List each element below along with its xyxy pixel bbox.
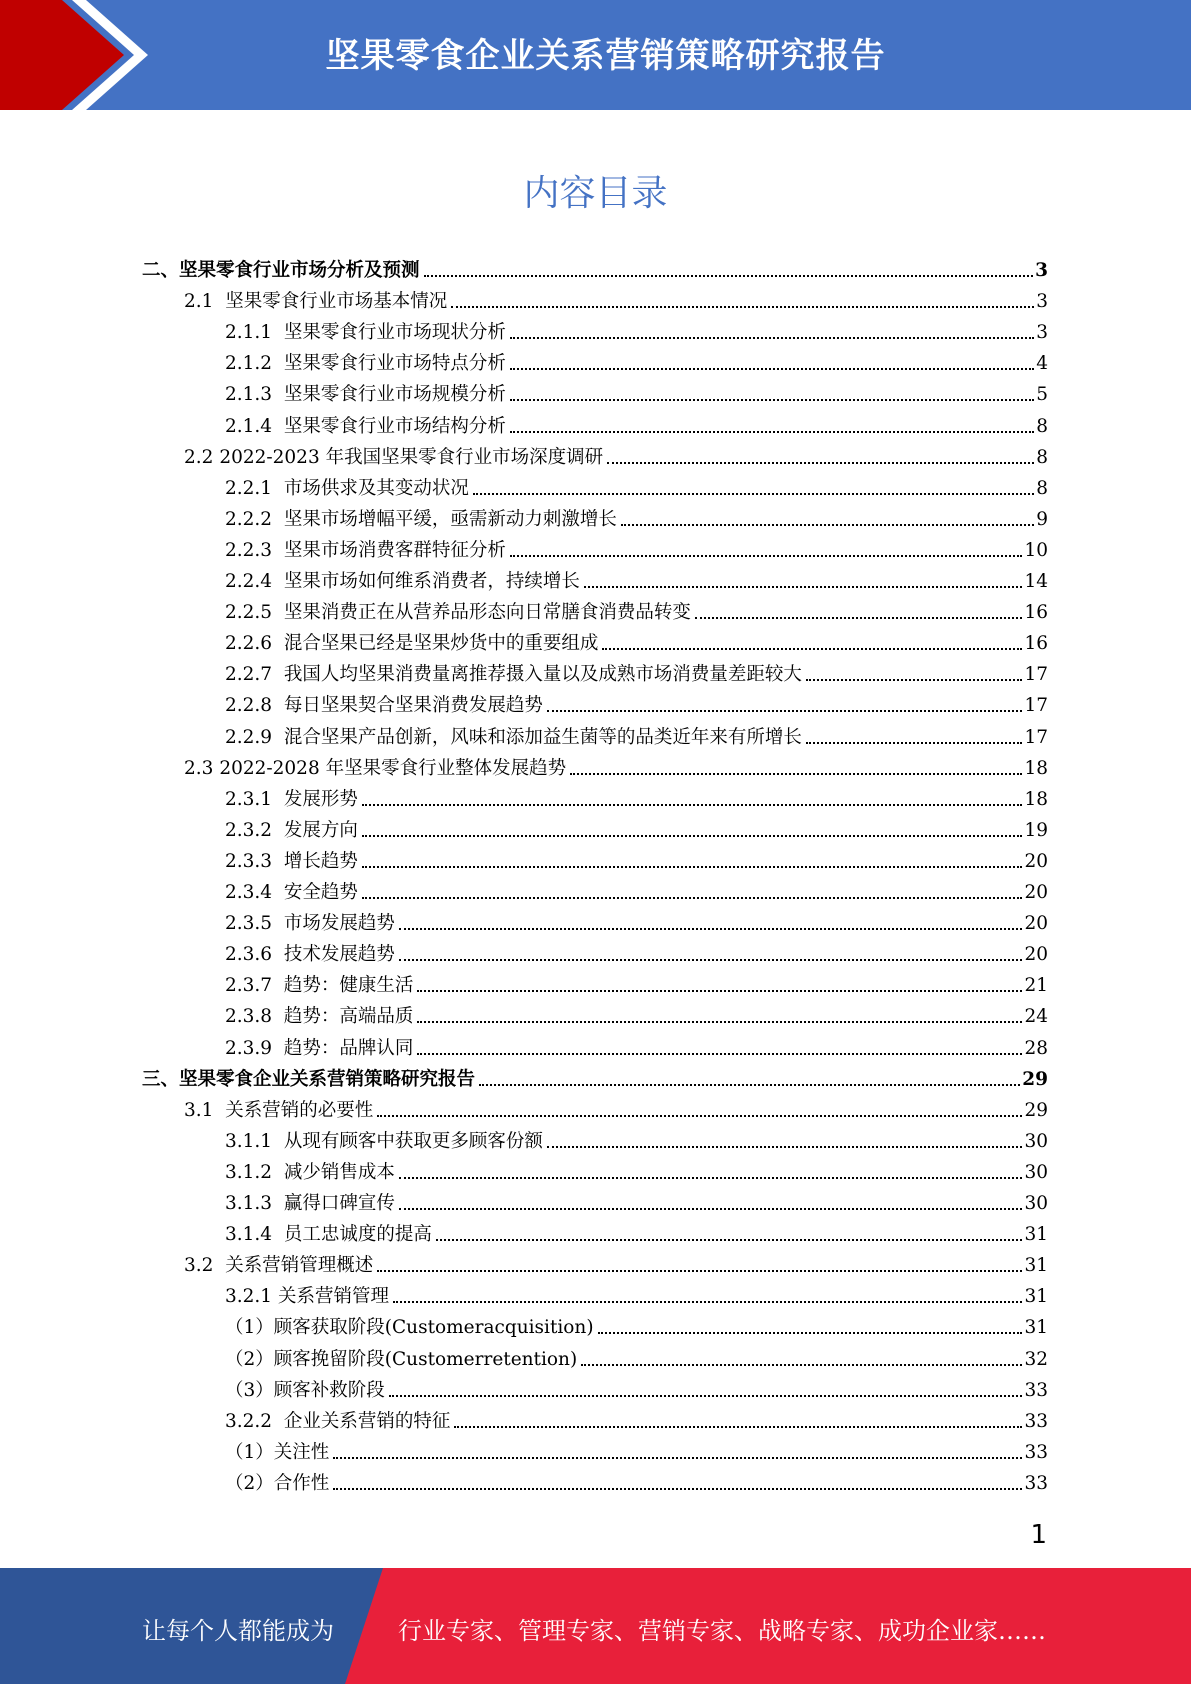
toc-entry-title: 关注性 (273, 1441, 330, 1463)
toc-entry[interactable] (225, 719, 1048, 750)
toc-dot-leader (581, 1364, 1022, 1366)
toc-entry-number: 3.2.1 (225, 1286, 278, 1308)
toc-entry-page: 33 (1024, 1472, 1048, 1494)
toc-entry[interactable] (225, 812, 1048, 843)
toc-entry-page: 30 (1024, 1193, 1048, 1214)
toc-dot-leader (451, 306, 1034, 308)
toc-entry-number: 2.2.8 (225, 695, 284, 717)
toc-entry-number: 2.2.5 (225, 602, 284, 624)
toc-entry-title: 趋势：健康生活 (283, 975, 414, 997)
toc-entry-title: 赢得口碑宣传 (283, 1193, 395, 1214)
toc-dot-leader (399, 959, 1023, 961)
toc-entry-title: 企业关系营销的特征 (283, 1410, 451, 1432)
toc-entry[interactable] (225, 874, 1048, 905)
toc-entry[interactable] (225, 501, 1048, 532)
toc-entry[interactable] (225, 905, 1048, 936)
toc-entry[interactable] (225, 1465, 1048, 1496)
report-title: 坚果零食企业关系营销策略研究报告 (325, 36, 886, 76)
toc-dot-leader (377, 1270, 1022, 1272)
toc-entry[interactable] (225, 656, 1048, 687)
toc-entry-number: 2.3.5 (225, 913, 284, 935)
toc-entry-title: 二、坚果零食行业市场分析及预测 (142, 260, 420, 281)
toc-entry-number: （2） (225, 1348, 274, 1370)
toc-entry-number: 2.1.1 (225, 322, 284, 344)
toc-entry[interactable] (225, 1434, 1048, 1465)
toc-dot-leader (399, 1177, 1023, 1179)
toc-entry-page: 17 (1024, 726, 1048, 748)
toc-entry-title: 顾客挽留阶段(Customerretention) (273, 1348, 578, 1370)
toc-entry-page: 30 (1024, 1130, 1048, 1152)
toc-entry-title: 增长趋势 (283, 850, 358, 872)
toc-entry-title: 技术发展趋势 (283, 944, 395, 966)
toc-entry-title: 顾客补救阶段 (273, 1379, 385, 1401)
toc-entry-title: 员工忠诚度的提高 (283, 1224, 432, 1246)
toc-dot-leader (547, 1146, 1023, 1148)
header-banner (0, 0, 1191, 110)
toc-entry-number: 2.3.8 (225, 1006, 284, 1028)
toc-dot-leader (362, 897, 1023, 899)
toc-entry[interactable] (225, 408, 1048, 439)
toc-entry[interactable] (225, 1185, 1048, 1216)
toc-entry-number: 3.1.3 (225, 1193, 284, 1214)
toc-entry-title: 安全趋势 (283, 882, 358, 903)
toc-entry-number: 2.3 (184, 757, 220, 779)
toc-entry[interactable] (225, 625, 1048, 656)
toc-entry-number: 2.2.2 (225, 508, 284, 530)
toc-entry[interactable] (225, 314, 1048, 345)
toc-entry[interactable] (225, 1216, 1048, 1247)
toc-entry-page: 3 (1036, 291, 1048, 313)
toc-entry-title: 混合坚果已经是坚果炒货中的重要组成 (283, 633, 599, 655)
toc-entry-title: 市场供求及其变动状况 (283, 477, 469, 499)
toc-dot-leader (362, 866, 1023, 868)
toc-entry-title: 每日坚果契合坚果消费发展趋势 (283, 695, 543, 717)
toc-entry-page: 8 (1036, 446, 1048, 468)
toc-entry-page: 4 (1036, 353, 1048, 375)
toc-entry-number: 2.3.9 (225, 1037, 284, 1059)
toc-entry-number: 2.1 (184, 291, 226, 313)
toc-entry[interactable] (225, 967, 1048, 998)
toc-entry-page: 32 (1024, 1348, 1048, 1370)
toc-entry-page: 14 (1024, 571, 1048, 592)
toc-entry[interactable] (225, 1278, 1048, 1309)
toc-entry-title: 坚果零食行业市场结构分析 (283, 415, 506, 437)
toc-entry-page: 31 (1024, 1224, 1048, 1246)
toc-dot-leader (393, 1301, 1022, 1303)
toc-dot-leader (607, 462, 1034, 464)
toc-entry-number: 2.1.3 (225, 384, 284, 406)
toc-entry-page: 30 (1024, 1161, 1048, 1183)
footer-slogan-right: 行业专家、管理专家、营销专家、战略专家、成功企业家…… (398, 1617, 1046, 1645)
toc-entry-page: 8 (1036, 415, 1048, 437)
toc-entry-title: 坚果零食行业市场规模分析 (283, 384, 506, 406)
toc-entry-number: 2.3.4 (225, 882, 284, 903)
toc-heading: 内容目录 (523, 173, 668, 214)
toc-entry-title: 从现有顾客中获取更多顾客份额 (283, 1130, 543, 1152)
toc-entry[interactable] (142, 1061, 1048, 1092)
toc-entry[interactable] (225, 1309, 1048, 1340)
toc-entry-title: 2022-2023 年我国坚果零食行业市场深度调研 (219, 446, 604, 468)
toc-entry-title: 坚果零食行业市场基本情况 (225, 291, 448, 313)
toc-dot-leader (389, 1395, 1023, 1397)
toc-entry-page: 10 (1024, 539, 1048, 561)
toc-entry-page: 33 (1024, 1410, 1048, 1432)
toc-entry[interactable] (225, 1030, 1048, 1061)
toc-entry-title: 趋势：品牌认同 (283, 1037, 414, 1059)
toc-entry-number: 2.1.2 (225, 353, 284, 375)
toc-dot-leader (473, 493, 1034, 495)
toc-dot-leader (436, 1239, 1023, 1241)
toc-entry[interactable] (225, 843, 1048, 874)
toc-entry-page: 29 (1024, 1099, 1048, 1121)
toc-entry-page: 8 (1036, 477, 1048, 499)
toc-dot-leader (454, 1426, 1022, 1428)
toc-entry-page: 29 (1022, 1068, 1048, 1090)
toc-dot-leader (806, 742, 1023, 744)
toc-entry-number: 2.2 (184, 446, 220, 468)
toc-entry-title: 发展方向 (283, 819, 358, 841)
toc-entry[interactable] (225, 1123, 1048, 1154)
toc-entry-page: 24 (1024, 1006, 1048, 1028)
header-arrow-decoration (0, 0, 160, 110)
toc-entry[interactable] (225, 1154, 1048, 1185)
toc-dot-leader (333, 1457, 1022, 1459)
toc-entry[interactable] (225, 1372, 1048, 1403)
toc-entry[interactable] (225, 781, 1048, 812)
toc-entry-title: 发展形势 (283, 788, 358, 810)
toc-entry-number: 2.3.3 (225, 850, 284, 872)
toc-entry[interactable] (225, 470, 1048, 501)
toc-entry-number: 2.1.4 (225, 415, 284, 437)
toc-entry-page: 18 (1024, 757, 1048, 779)
toc-entry-page: 3 (1035, 260, 1048, 281)
toc-dot-leader (584, 586, 1023, 588)
page-number: 1 (1030, 1520, 1047, 1550)
toc-entry[interactable] (225, 936, 1048, 967)
toc-entry-title: 关系营销的必要性 (225, 1099, 374, 1121)
toc-entry-title: 2022-2028 年坚果零食行业整体发展趋势 (219, 757, 567, 779)
toc-entry-page: 5 (1036, 384, 1048, 406)
toc-entry-title: 坚果零食行业市场特点分析 (283, 353, 506, 375)
toc-entry-title: 坚果市场增幅平缓，亟需新动力刺激增长 (283, 508, 617, 530)
toc-entry-title: 坚果零食行业市场现状分析 (283, 322, 506, 344)
toc-entry-page: 31 (1024, 1286, 1048, 1308)
toc-entry-number: （2） (225, 1472, 274, 1494)
toc-entry-number: 2.2.3 (225, 539, 284, 561)
toc-entry-number: 2.2.9 (225, 726, 284, 748)
toc-entry-number: 2.3.7 (225, 975, 284, 997)
toc-entry[interactable] (225, 1403, 1048, 1434)
toc-entry-page: 9 (1036, 508, 1048, 530)
toc-dot-leader (510, 368, 1034, 370)
toc-dot-leader (417, 990, 1022, 992)
toc-entry-title: 关系营销管理 (277, 1286, 389, 1308)
toc-dot-leader (570, 773, 1022, 775)
toc-entry[interactable] (225, 998, 1048, 1029)
toc-entry-number: （1） (225, 1317, 274, 1339)
toc-entry-number: 2.3.2 (225, 819, 284, 841)
toc-entry-number: 2.2.4 (225, 571, 284, 592)
toc-entry-page: 16 (1024, 633, 1048, 655)
toc-dot-leader (362, 804, 1023, 806)
toc-entry[interactable] (225, 1341, 1048, 1372)
toc-entry-page: 31 (1024, 1317, 1048, 1339)
toc-entry-number: 2.2.7 (225, 664, 284, 686)
toc-entry-title: 合作性 (273, 1472, 330, 1494)
toc-entry-title: 坚果市场消费客群特征分析 (283, 539, 506, 561)
toc-entry-title: 我国人均坚果消费量离推荐摄入量以及成熟市场消费量差距较大 (283, 664, 802, 686)
toc-entry-page: 33 (1024, 1379, 1048, 1401)
toc-entry[interactable] (225, 532, 1048, 563)
toc-entry[interactable] (225, 345, 1048, 376)
toc-dot-leader (510, 337, 1034, 339)
toc-dot-leader (547, 710, 1023, 712)
toc-dot-leader (399, 1208, 1023, 1210)
toc-entry-number: 3.2 (184, 1255, 226, 1277)
toc-entry-page: 17 (1024, 695, 1048, 717)
toc-dot-leader (479, 1084, 1020, 1086)
toc-entry[interactable] (184, 1247, 1048, 1278)
toc-entry-title: 趋势：高端品质 (283, 1006, 414, 1028)
toc-entry-number: 2.2.1 (225, 477, 284, 499)
toc-entry[interactable] (184, 1092, 1048, 1123)
toc-entry-title: 三、坚果零食企业关系营销策略研究报告 (142, 1068, 476, 1090)
toc-entry-page: 17 (1024, 664, 1048, 686)
toc-dot-leader (510, 555, 1023, 557)
toc-entry-title: 顾客获取阶段(Customeracquisition) (273, 1317, 594, 1339)
toc-dot-leader (598, 1332, 1023, 1334)
toc-dot-leader (417, 1021, 1022, 1023)
toc-entry[interactable] (184, 283, 1048, 314)
toc-entry-number: 3.2.2 (225, 1410, 284, 1432)
toc-entry-page: 20 (1024, 913, 1048, 935)
toc-entry-page: 18 (1024, 788, 1048, 810)
toc-dot-leader (621, 524, 1034, 526)
toc-dot-leader (695, 617, 1023, 619)
toc-entry-page: 33 (1024, 1441, 1048, 1463)
toc-entry-page: 16 (1024, 602, 1048, 624)
toc-entry-title: 坚果市场如何维系消费者，持续增长 (283, 571, 580, 592)
toc-entry-title: 混合坚果产品创新，风味和添加益生菌等的品类近年来有所增长 (283, 726, 802, 748)
toc-entry-page: 20 (1024, 944, 1048, 966)
toc-dot-leader (602, 648, 1022, 650)
footer-banner (0, 1568, 1191, 1684)
toc-entry[interactable] (225, 594, 1048, 625)
toc-entry[interactable] (184, 439, 1048, 470)
toc-entry-number: 2.3.6 (225, 944, 284, 966)
toc-dot-leader (510, 399, 1034, 401)
toc-entry[interactable] (225, 563, 1048, 594)
toc-entry-number: 2.3.1 (225, 788, 284, 810)
toc-dot-leader (417, 1053, 1022, 1055)
toc-dot-leader (333, 1488, 1022, 1490)
toc-entry-title: 减少销售成本 (283, 1161, 395, 1183)
toc-dot-leader (806, 679, 1023, 681)
toc-dot-leader (424, 275, 1034, 277)
toc-dot-leader (362, 835, 1023, 837)
toc-entry-page: 19 (1024, 819, 1048, 841)
toc-entry[interactable] (142, 252, 1048, 283)
toc-entry-number: 3.1.4 (225, 1224, 284, 1246)
footer-slogan-left: 让每个人都能成为 (142, 1617, 334, 1645)
toc-entry-page: 20 (1024, 850, 1048, 872)
toc-entry[interactable] (225, 376, 1048, 407)
toc-entry-page: 31 (1024, 1255, 1048, 1277)
toc-entry-number: 3.1 (184, 1099, 226, 1121)
toc-entry-page: 20 (1024, 882, 1048, 903)
toc-entry[interactable] (184, 750, 1048, 781)
toc-entry-number: 3.1.1 (225, 1130, 284, 1152)
toc-entry[interactable] (225, 687, 1048, 718)
toc-entry-number: 3.1.2 (225, 1161, 284, 1183)
toc-dot-leader (510, 431, 1034, 433)
toc-entry-number: 2.2.6 (225, 633, 284, 655)
toc-dot-leader (377, 1115, 1022, 1117)
toc-entry-number: （3） (225, 1379, 274, 1401)
toc-entry-title: 市场发展趋势 (283, 913, 395, 935)
toc-dot-leader (399, 928, 1023, 930)
toc-entry-number: （1） (225, 1441, 274, 1463)
toc-entry-page: 21 (1024, 975, 1048, 997)
toc-entry-page: 28 (1024, 1037, 1048, 1059)
toc-entry-title: 关系营销管理概述 (225, 1255, 374, 1277)
toc-entry-title: 坚果消费正在从营养品形态向日常膳食消费品转变 (283, 602, 691, 624)
toc-entry-page: 3 (1036, 322, 1048, 344)
